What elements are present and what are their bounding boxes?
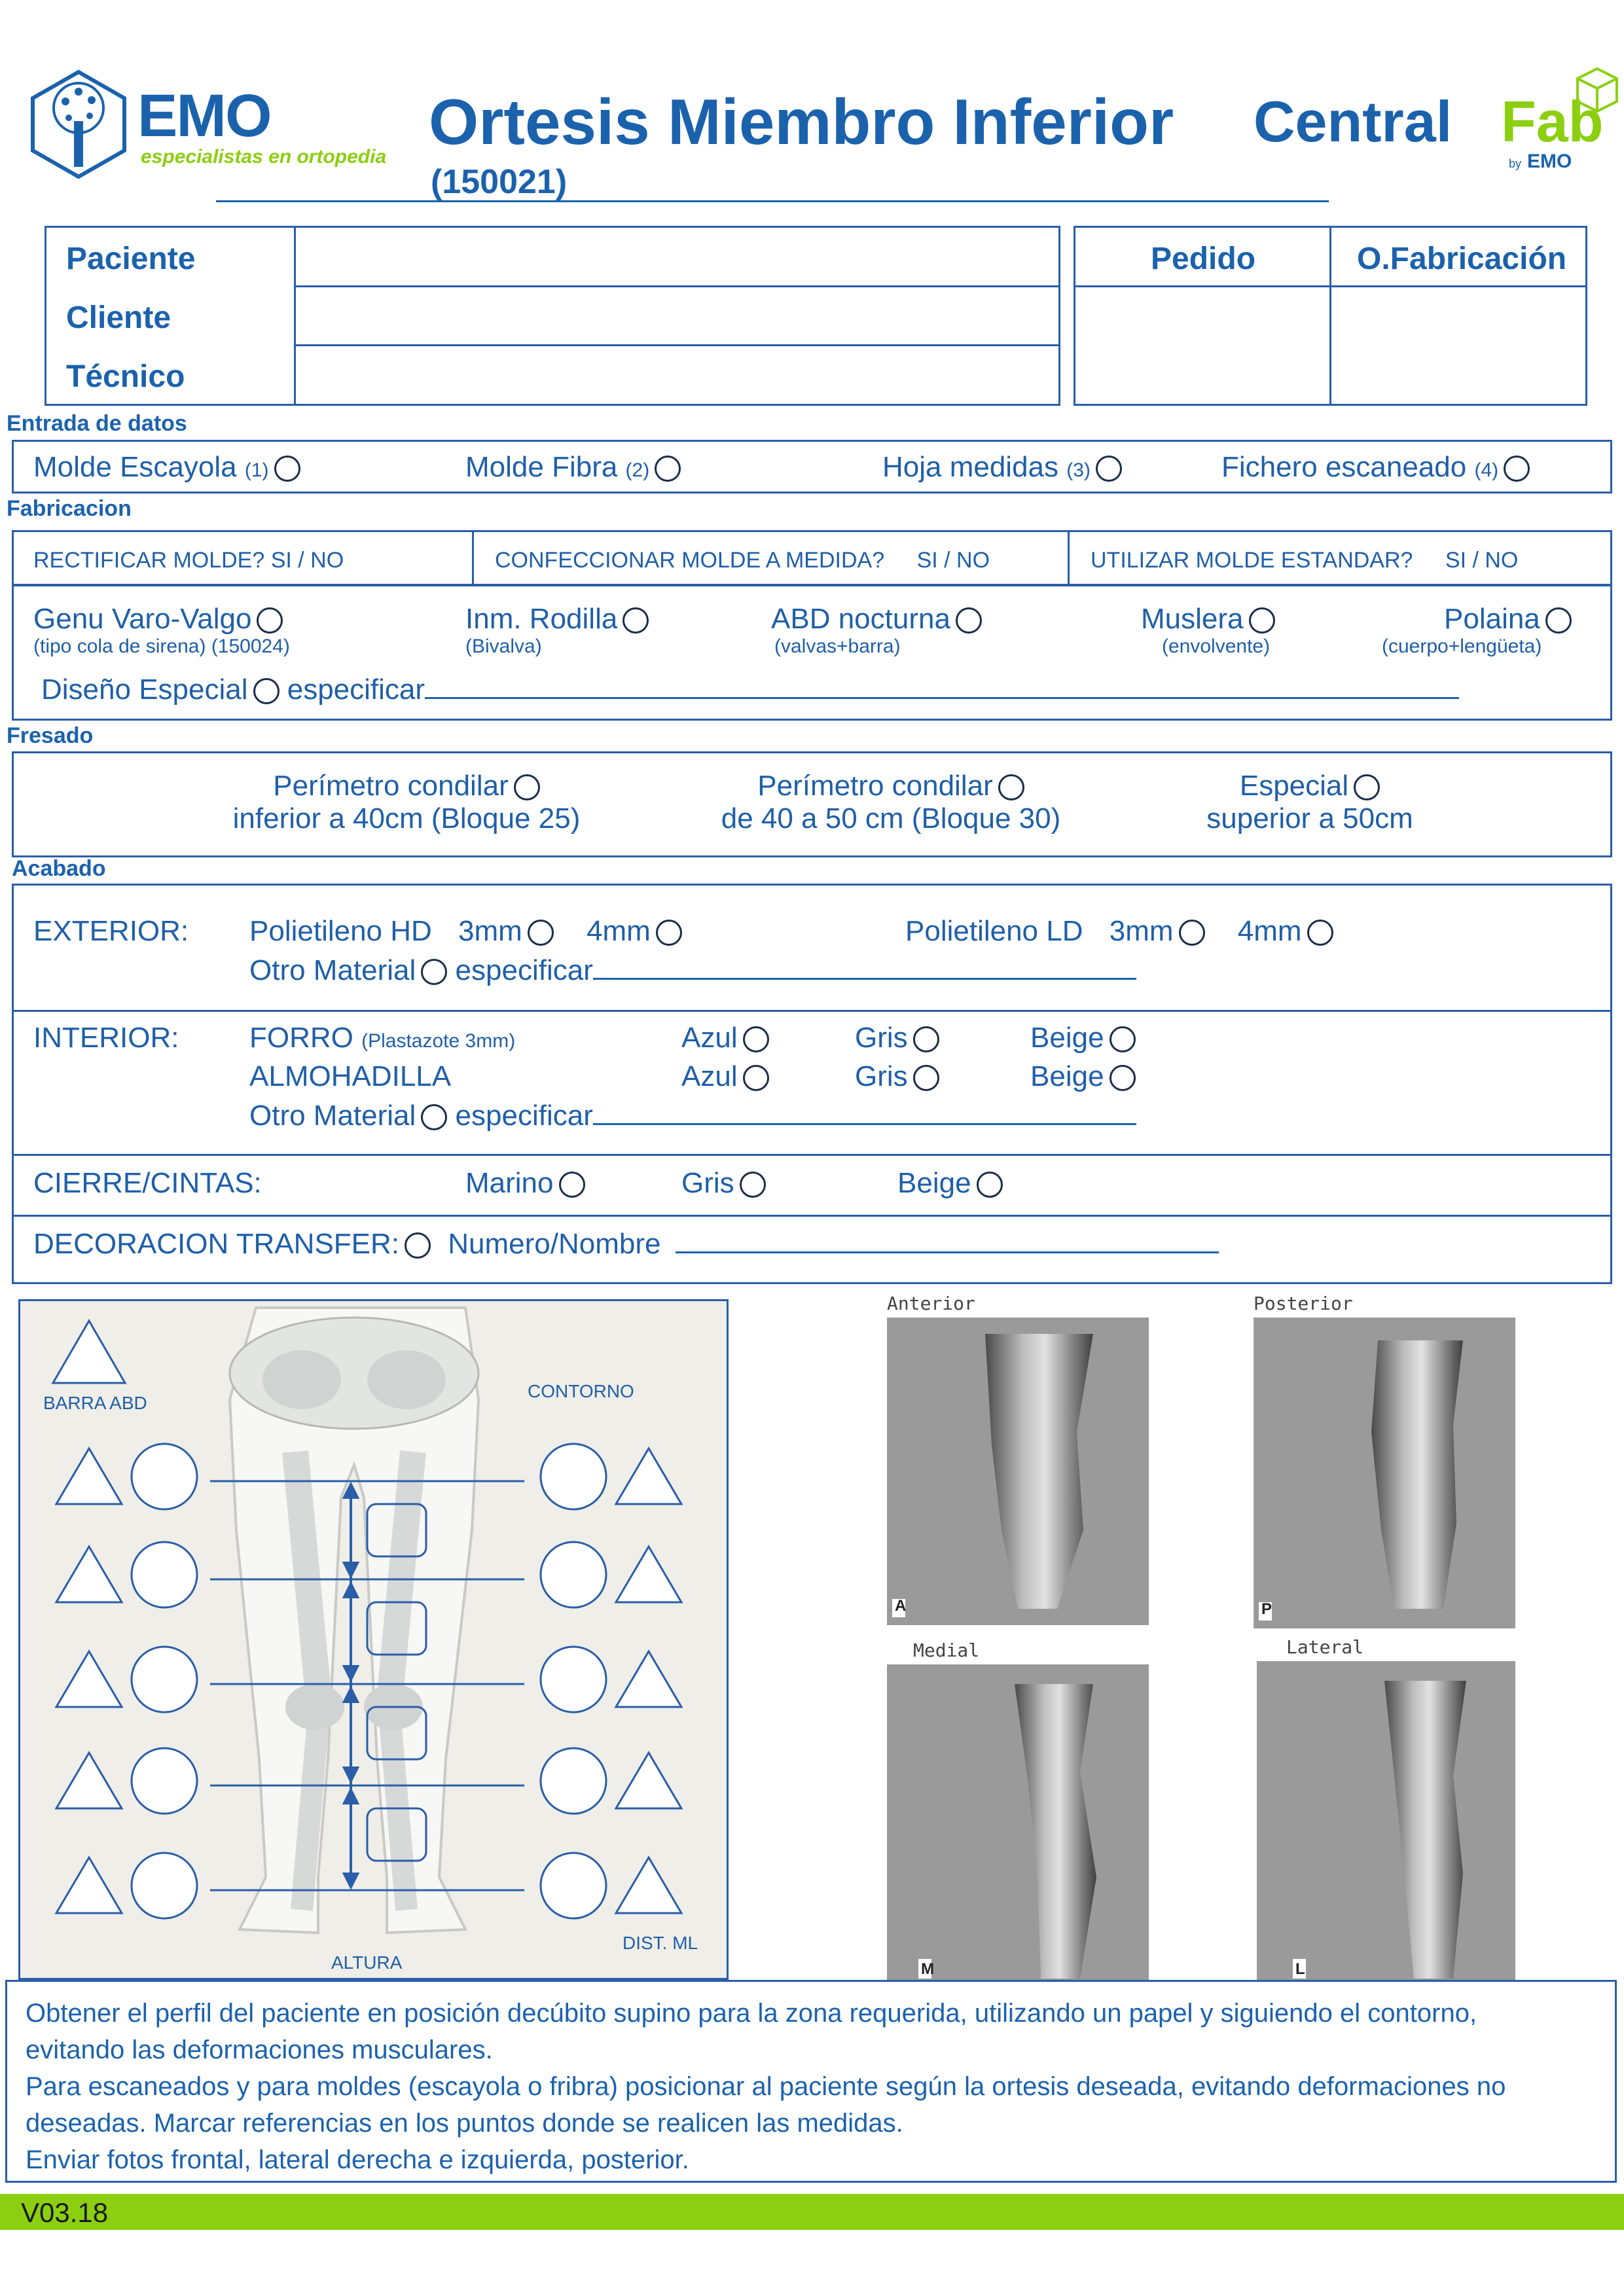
centralfab-logo bbox=[1254, 65, 1620, 177]
cube-icon bbox=[1574, 65, 1620, 118]
type-genu-varo[interactable]: Genu Varo-Valgo (tipo cola de sirena) (150024) bbox=[33, 603, 290, 657]
note-line-5: Enviar fotos frontal, lateral derecha e izquierda, posterior. bbox=[26, 2145, 689, 2174]
fresado-especial[interactable]: Especial superior a 50cm bbox=[1206, 770, 1413, 834]
radio-icon[interactable] bbox=[743, 1065, 769, 1091]
tecnico-field[interactable] bbox=[298, 348, 1058, 403]
radio-icon[interactable] bbox=[421, 1104, 447, 1130]
almohadilla-azul[interactable]: Azul bbox=[681, 1060, 769, 1093]
fabricacion-questions bbox=[12, 530, 1612, 586]
fabricacion-types bbox=[12, 584, 1612, 721]
entrada-box bbox=[12, 440, 1612, 493]
form-code: (150021) bbox=[431, 163, 568, 201]
footer-bar bbox=[0, 2194, 1624, 2230]
radio-icon[interactable] bbox=[1110, 1026, 1136, 1052]
section-fabricacion: Fabricacion bbox=[7, 496, 132, 521]
type-abd-nocturna[interactable]: ABD nocturna (valvas+barra) bbox=[771, 603, 982, 658]
question-estandar[interactable]: UTILIZAR MOLDE ESTANDAR? SI / NO bbox=[1091, 548, 1519, 573]
note-line-1: Obtener el perfil del paciente en posición decúbito supino para la zona requerida, utilizando un papel y siguiendo el contorno, bbox=[26, 1999, 1477, 2028]
brand-emo: EMO bbox=[1527, 151, 1572, 172]
radio-icon[interactable] bbox=[623, 607, 649, 634]
leg-render-lateral bbox=[1257, 1658, 1519, 1982]
emo-logo bbox=[29, 69, 387, 180]
radio-icon[interactable] bbox=[421, 959, 447, 985]
instructions-box bbox=[5, 1980, 1617, 2183]
option-hoja-medidas[interactable]: Hoja medidas (3) bbox=[882, 451, 1122, 484]
radio-icon[interactable] bbox=[257, 607, 283, 634]
option-fichero-escaneado[interactable]: Fichero escaneado (4) bbox=[1221, 451, 1530, 484]
exterior-ld[interactable]: Polietileno LD 3mm 4mm bbox=[905, 915, 1333, 948]
radio-icon[interactable] bbox=[1545, 607, 1572, 634]
title-underline bbox=[216, 200, 1329, 202]
view-title-medial: Medial bbox=[913, 1640, 980, 1661]
radio-icon[interactable] bbox=[514, 774, 540, 800]
label-ofabricacion: O.Fabricación bbox=[1357, 242, 1567, 276]
view-medial bbox=[887, 1640, 1149, 1980]
view-title-anterior: Anterior bbox=[887, 1293, 975, 1314]
radio-icon[interactable] bbox=[1110, 1065, 1136, 1091]
leg-diagram bbox=[18, 1299, 729, 1980]
radio-icon[interactable] bbox=[655, 456, 681, 482]
logo-tagline: especialistas en ortopedia bbox=[141, 146, 387, 168]
radio-icon[interactable] bbox=[405, 1232, 431, 1259]
view-posterior bbox=[1254, 1293, 1515, 1623]
label-dist-ml: DIST. ML bbox=[623, 1933, 698, 1953]
radio-icon[interactable] bbox=[1179, 920, 1205, 946]
radio-icon[interactable] bbox=[656, 920, 682, 946]
leg-render-medial bbox=[887, 1661, 1149, 1982]
exterior-label: EXTERIOR: bbox=[33, 915, 189, 947]
leg-render-anterior bbox=[887, 1314, 1149, 1625]
diseno-especial[interactable]: Diseño Especial especificar bbox=[41, 673, 1459, 706]
ofabricacion-field[interactable] bbox=[1333, 289, 1585, 403]
especificar-line[interactable] bbox=[593, 957, 1136, 980]
radio-icon[interactable] bbox=[1096, 456, 1122, 482]
view-anterior bbox=[887, 1293, 1149, 1620]
radio-icon[interactable] bbox=[913, 1065, 939, 1091]
forro-beige[interactable]: Beige bbox=[1030, 1022, 1136, 1054]
brand-central: Central bbox=[1254, 89, 1453, 154]
radio-icon[interactable] bbox=[559, 1172, 585, 1198]
view-letter-l: L bbox=[1295, 1960, 1305, 1978]
view-letter-p: P bbox=[1261, 1600, 1272, 1618]
radio-icon[interactable] bbox=[740, 1172, 766, 1198]
leg-render-posterior bbox=[1254, 1314, 1515, 1628]
label-tecnico: Técnico bbox=[66, 359, 185, 394]
label-cliente: Cliente bbox=[66, 300, 171, 335]
cierre-label: CIERRE/CINTAS: bbox=[33, 1167, 262, 1199]
interior-otro[interactable]: Otro Material especificar bbox=[249, 1100, 1136, 1132]
question-confeccionar[interactable]: CONFECCIONAR MOLDE A MEDIDA? SI / NO bbox=[495, 548, 990, 573]
label-pedido: Pedido bbox=[1151, 242, 1256, 276]
paciente-field[interactable] bbox=[298, 230, 1058, 283]
especificar-line[interactable] bbox=[593, 1102, 1136, 1125]
interior-label: INTERIOR: bbox=[33, 1022, 179, 1054]
cliente-field[interactable] bbox=[298, 289, 1058, 343]
exterior-otro[interactable]: Otro Material especificar bbox=[249, 954, 1136, 987]
fresado-bloque30[interactable]: Perímetro condilar de 40 a 50 cm (Bloque 30) bbox=[721, 770, 1061, 834]
forro-azul[interactable]: Azul bbox=[681, 1022, 769, 1054]
radio-icon[interactable] bbox=[1354, 774, 1380, 800]
cierre-marino[interactable]: Marino bbox=[465, 1167, 585, 1200]
radio-icon[interactable] bbox=[1249, 607, 1275, 634]
view-title-posterior: Posterior bbox=[1254, 1293, 1353, 1314]
radio-icon[interactable] bbox=[743, 1026, 769, 1052]
note-line-4: deseadas. Marcar referencias en los puntos donde se realicen las medidas. bbox=[26, 2109, 903, 2138]
radio-icon[interactable] bbox=[274, 456, 300, 482]
view-letter-a: A bbox=[895, 1597, 907, 1615]
radio-icon[interactable] bbox=[956, 607, 982, 634]
fresado-bloque25[interactable]: Perímetro condilar inferior a 40cm (Bloque 25) bbox=[232, 770, 581, 834]
type-polaina[interactable]: Polaina (cuerpo+lengüeta) bbox=[1382, 603, 1572, 658]
brand-fab: Fab bbox=[1501, 89, 1604, 154]
label-barra-abd: BARRA ABD bbox=[43, 1393, 147, 1413]
especificar-line[interactable] bbox=[425, 676, 1459, 699]
almohadilla-beige[interactable]: Beige bbox=[1030, 1060, 1136, 1093]
type-inm-rodilla[interactable]: Inm. Rodilla (Bivalva) bbox=[465, 603, 649, 658]
cierre-gris[interactable]: Gris bbox=[681, 1167, 766, 1200]
page-title: Ortesis Miembro Inferior bbox=[429, 86, 1174, 158]
label-paciente: Paciente bbox=[66, 242, 196, 276]
fresado-box bbox=[12, 751, 1612, 857]
radio-icon[interactable] bbox=[977, 1172, 1003, 1198]
note-line-2: evitando las deformaciones musculares. bbox=[26, 2036, 493, 2064]
radio-icon[interactable] bbox=[528, 920, 554, 946]
brand-by: by bbox=[1509, 157, 1522, 170]
section-fresado: Fresado bbox=[7, 723, 94, 748]
option-molde-escayola[interactable]: Molde Escayola (1) bbox=[33, 451, 300, 484]
tree-logo-icon bbox=[29, 69, 128, 180]
interior-forro: FORRO (Plastazote 3mm) bbox=[249, 1022, 516, 1054]
version-label: V03.18 bbox=[21, 2197, 109, 2228]
type-muslera[interactable]: Muslera (envolvente) bbox=[1141, 603, 1275, 658]
section-acabado: Acabado bbox=[12, 856, 106, 881]
cierre-beige[interactable]: Beige bbox=[897, 1167, 1003, 1200]
interior-almohadilla: ALMOHADILLA bbox=[249, 1060, 452, 1092]
radio-icon[interactable] bbox=[1307, 920, 1333, 946]
acabado-box bbox=[12, 884, 1612, 1284]
logo-name: EMO bbox=[137, 82, 271, 149]
radio-icon[interactable] bbox=[913, 1026, 939, 1052]
note-line-3: Para escaneados y para moldes (escayola o fribra) posicionar al paciente según la ortesis deseada, evitando deformaciones no bbox=[26, 2072, 1506, 2101]
section-entrada: Entrada de datos bbox=[7, 411, 187, 436]
label-contorno: CONTORNO bbox=[528, 1381, 634, 1401]
radio-icon[interactable] bbox=[253, 678, 280, 704]
order-table bbox=[1074, 226, 1587, 406]
question-rectificar[interactable]: RECTIFICAR MOLDE? SI / NO bbox=[33, 548, 344, 573]
almohadilla-gris[interactable]: Gris bbox=[855, 1060, 939, 1093]
exterior-hd[interactable]: Polietileno HD 3mm 4mm bbox=[249, 915, 682, 948]
numero-line[interactable] bbox=[676, 1230, 1219, 1253]
view-letter-m: M bbox=[921, 1960, 934, 1978]
radio-icon[interactable] bbox=[998, 774, 1024, 800]
view-title-lateral: Lateral bbox=[1286, 1636, 1364, 1658]
view-lateral bbox=[1257, 1636, 1519, 1980]
decoracion-transfer[interactable]: DECORACION TRANSFER: Numero/Nombre bbox=[33, 1228, 1219, 1261]
patient-table bbox=[45, 226, 1060, 406]
option-molde-fibra[interactable]: Molde Fibra (2) bbox=[465, 451, 681, 484]
radio-icon[interactable] bbox=[1504, 456, 1530, 482]
pedido-field[interactable] bbox=[1077, 289, 1326, 403]
label-altura: ALTURA bbox=[331, 1952, 403, 1973]
forro-gris[interactable]: Gris bbox=[855, 1022, 939, 1054]
